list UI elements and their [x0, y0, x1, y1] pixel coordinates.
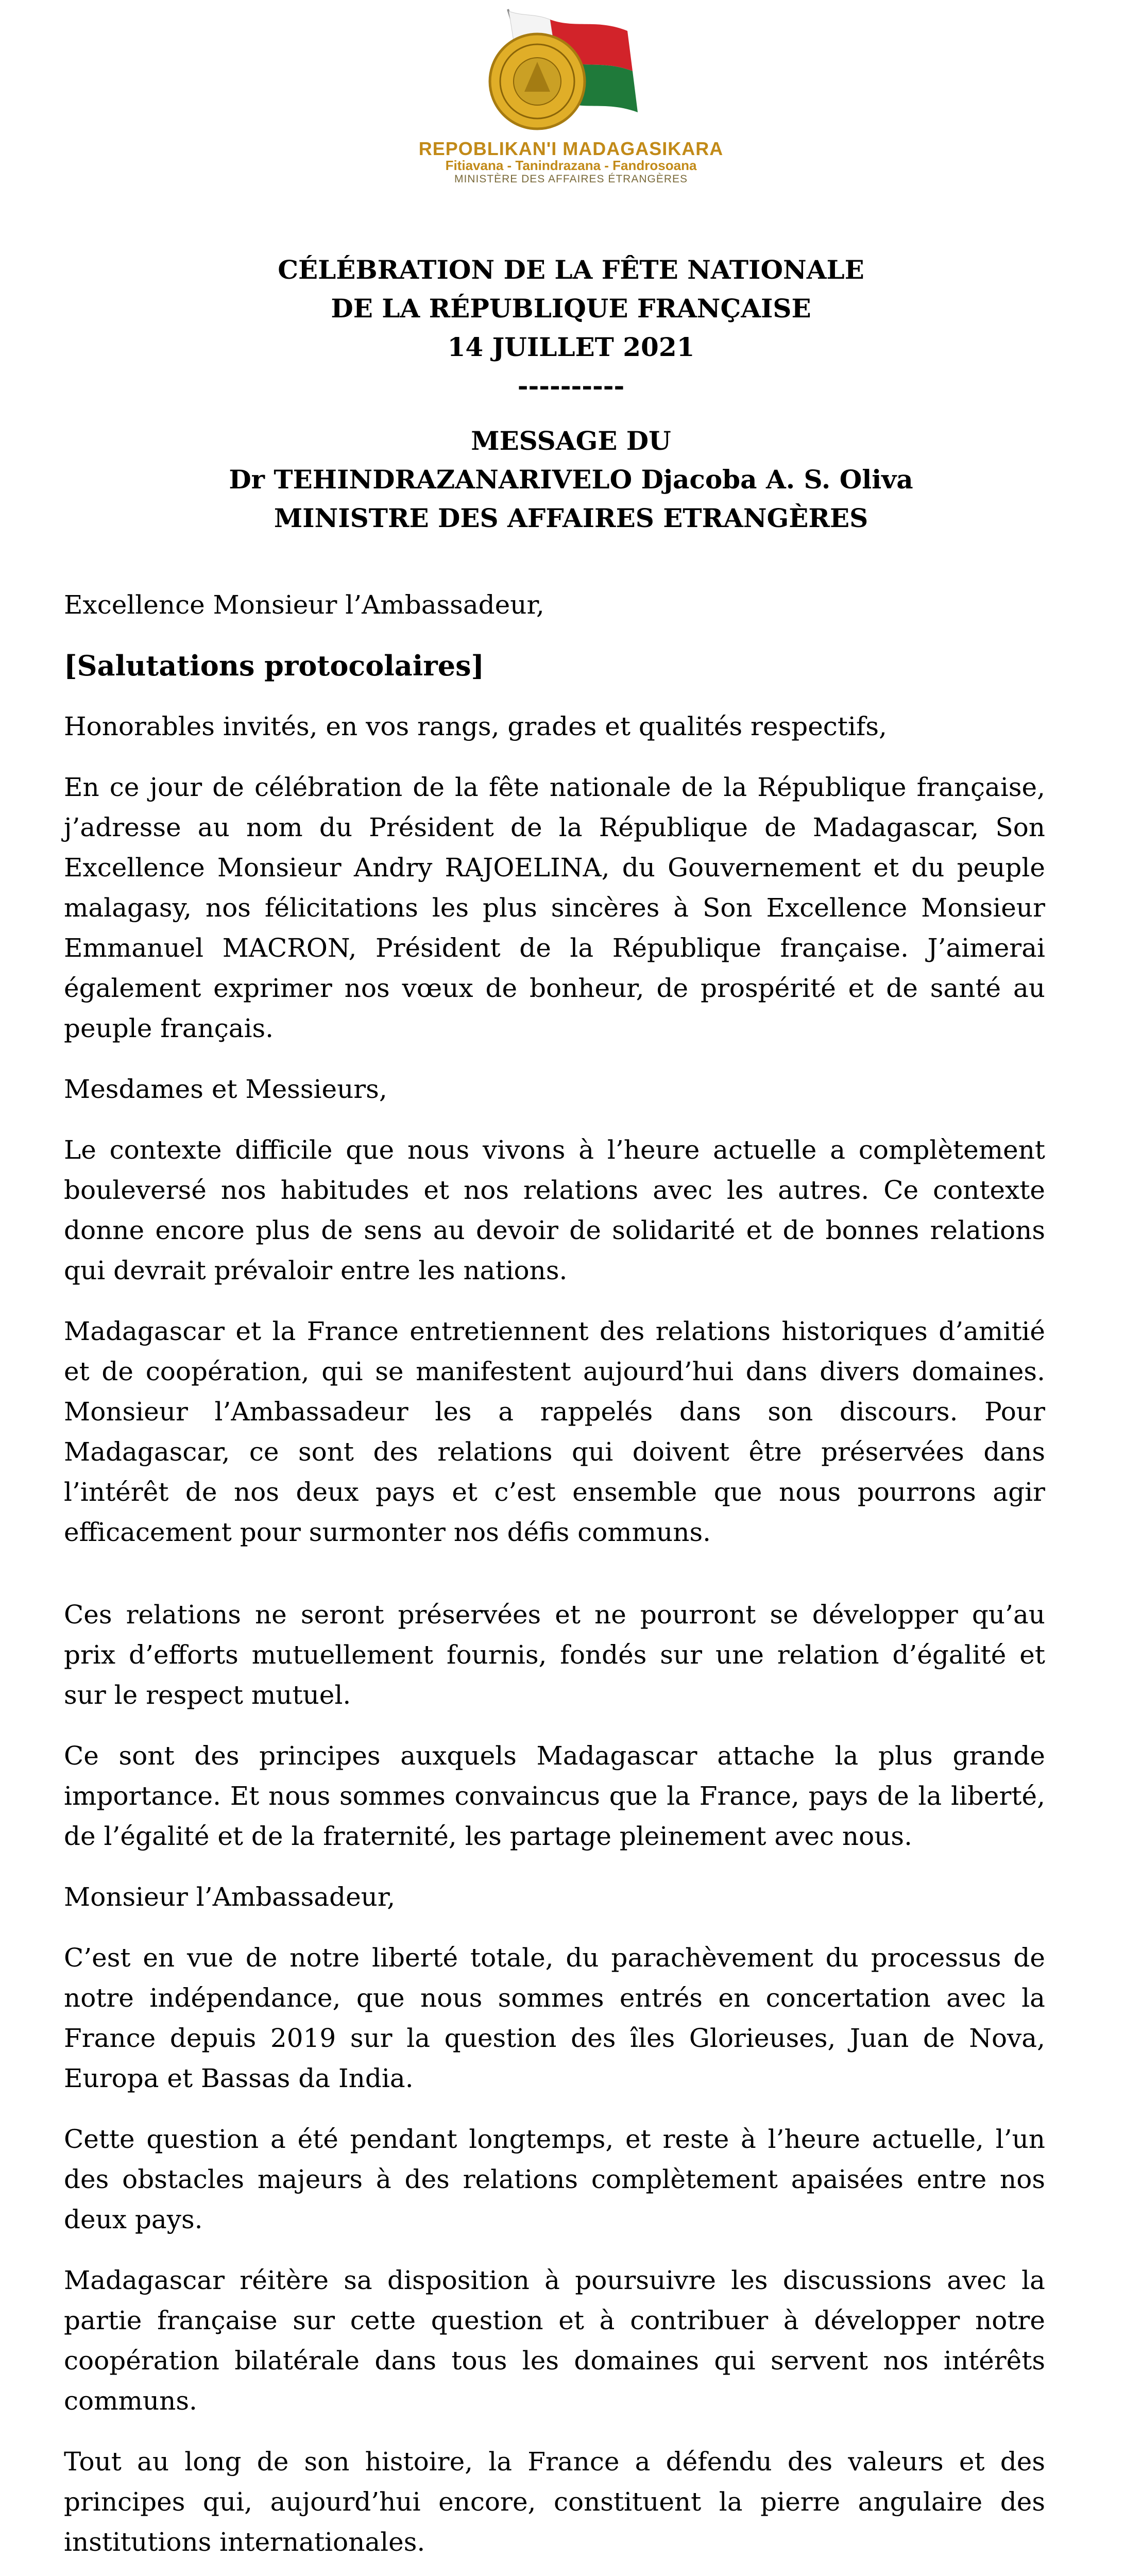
- title-line-1: CÉLÉBRATION DE LA FÊTE NATIONALE: [278, 255, 864, 285]
- event-title: [0, 250, 1142, 405]
- paragraph-mutual-effort: Ces relations ne seront préservées et ne pourront se développer qu’au prix d’efforts mutuellement fournis, fondés sur une relation d’égalité et sur le respect mutuel.: [64, 1600, 1045, 1710]
- paragraph-history: Tout au long de son histoire, la France a défendu des valeurs et des principes qui, aujourd’hui encore, constituent la pierre angulaire des institutions internationales.: [64, 2447, 1045, 2557]
- seal-motto: Fitiavana - Tanindrazana - Fandrosoana: [445, 158, 697, 173]
- title-date: 14 JUILLET 2021: [447, 332, 695, 362]
- title-separator: ----------: [517, 370, 625, 401]
- paragraph-principles: Ce sont des principes auxquels Madagascar attache la plus grande importance. Et nous sommes convaincus que la France, pays de la liberté, de l’égalité et de la fraternité, les partage pleinement avec nous.: [64, 1741, 1045, 1851]
- author-role: MINISTRE DES AFFAIRES ETRANGÈRES: [274, 503, 868, 533]
- salutation-guests: Honorables invités, en vos rangs, grades et qualités respectifs,: [64, 711, 887, 741]
- salutation-audience: Mesdames et Messieurs,: [64, 1074, 387, 1104]
- protocol-greetings: [Salutations protocolaires]: [64, 649, 485, 682]
- paragraph-islands: C’est en vue de notre liberté totale, du parachèvement du processus de notre indépendance, que nous sommes entrés en concertation avec la France depuis 2019 sur la question des îles Glorieuses, Juan de Nova, Europa et Bassas da India.: [64, 1943, 1045, 2093]
- paragraph-discussions: Madagascar réitère sa disposition à poursuivre les discussions avec la partie française sur cette question et à contribuer à développer notre coopération bilatérale dans tous les domaines qui servent nos intérêts communs.: [64, 2265, 1045, 2416]
- title-line-2: DE LA RÉPUBLIQUE FRANÇAISE: [331, 293, 811, 324]
- paragraph-relations: Madagascar et la France entretiennent des relations historiques d’amitié et de coopération, qui se manifestent aujourd’hui dans divers domaines. Monsieur l’Ambassadeur les a rappelés dans son discours. Pour Madagascar, ce sont des relations qui doivent être préservées dans l’intérêt de nos deux pays et c’est ensemble que nous pourrons agir efficacement pour surmonter nos défis communs.: [64, 1316, 1045, 1547]
- national-emblem: [468, 4, 684, 133]
- speech-body: [64, 585, 1045, 2576]
- paragraph-context: Le contexte difficile que nous vivons à l’heure actuelle a complètement bouleversé nos habitudes et nos relations avec les autres. Ce contexte donne encore plus de sens au devoir de solidarité et de bonnes relations qui devrait prévaloir entre les nations.: [64, 1135, 1045, 1285]
- paragraph-congratulations: En ce jour de célébration de la fête nationale de la République française, j’adresse au nom du Président de la République de Madagascar, Son Excellence Monsieur Andry RAJOELINA, du Gouvernement et du peuple malagasy, nos félicitations les plus sincères à Son Excellence Monsieur Emmanuel MACRON, Président de la République française. J’aimerai également exprimer nos vœux de bonheur, de prospérité et de santé au peuple français.: [64, 772, 1045, 1043]
- seal-country-name: REPOBLIKAN'I MADAGASIKARA: [418, 138, 724, 159]
- paragraph-obstacle: Cette question a été pendant longtemps, et reste à l’heure actuelle, l’un des obstacles majeurs à des relations complètement apaisées entre nos deux pays.: [64, 2124, 1045, 2234]
- salutation-ambassador-2: Monsieur l’Ambassadeur,: [64, 1882, 396, 1912]
- emblem-icon: [468, 4, 684, 133]
- salutation-ambassador: Excellence Monsieur l’Ambassadeur,: [64, 590, 544, 620]
- seal-ministry: MINISTÈRE DES AFFAIRES ÉTRANGÈRES: [454, 173, 688, 185]
- message-label: MESSAGE DU: [471, 426, 671, 456]
- author-name: Dr TEHINDRAZANARIVELO Djacoba A. S. Oliva: [229, 464, 913, 495]
- message-author: [0, 421, 1142, 537]
